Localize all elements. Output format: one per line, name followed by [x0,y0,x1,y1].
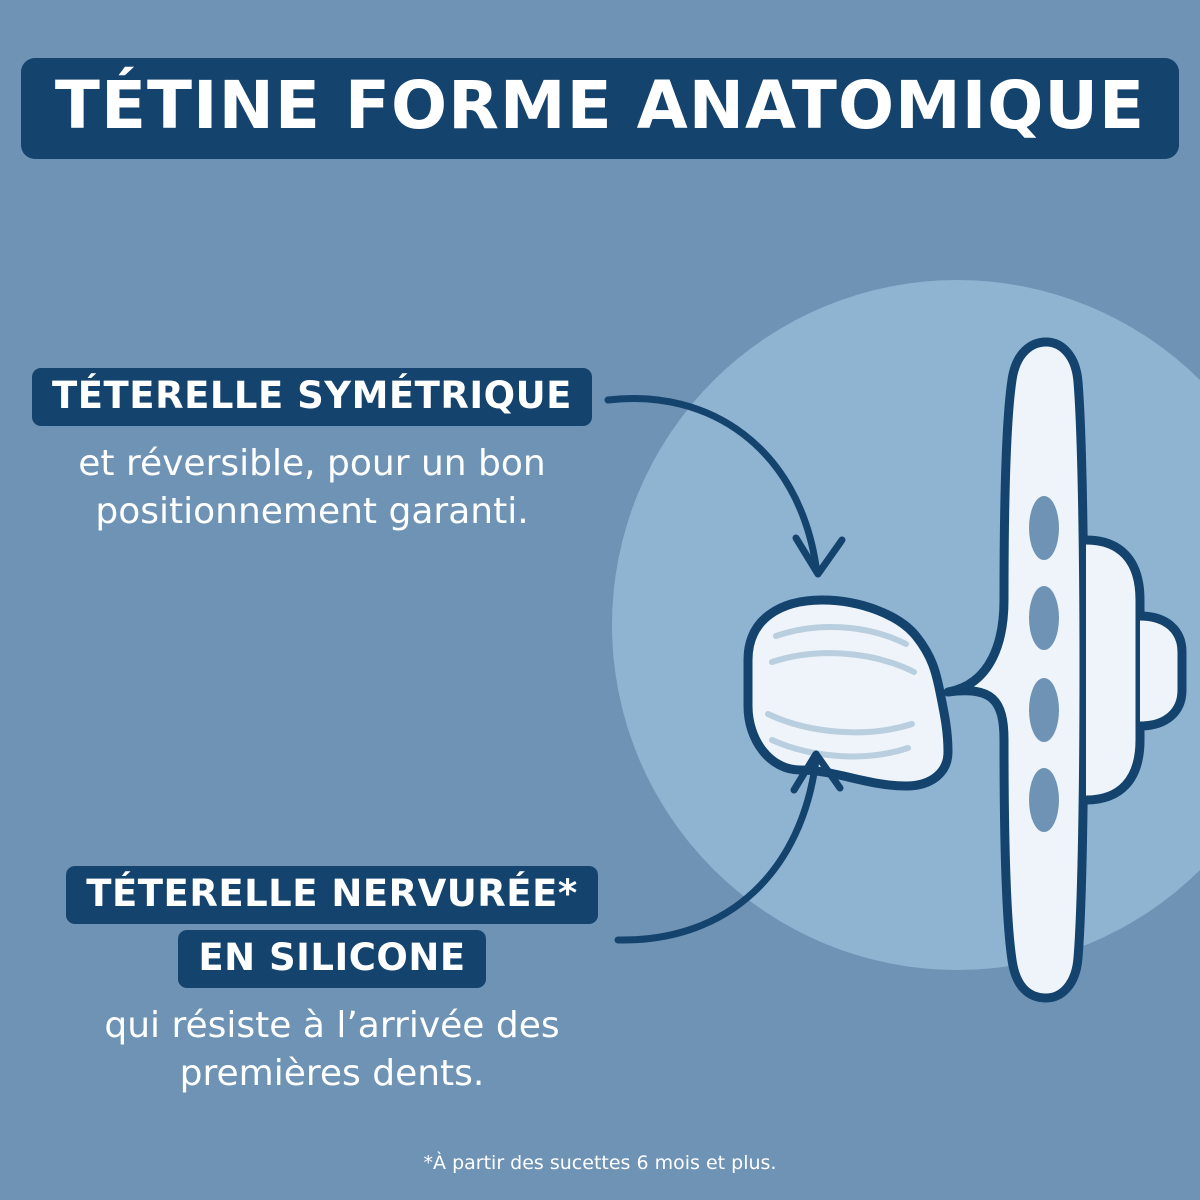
callout-silicone-tag-row-1 [42,866,622,924]
callout-silicone-tag-row-2 [42,930,622,988]
callout-silicone-tag-line-2: EN SILICONE [178,930,485,988]
callout-symmetric-tag-row [22,368,602,426]
callout-silicone-description: qui résiste à l’arrivée des premières dents. [104,1005,560,1094]
callout-symmetric-tag: TÉTERELLE SYMÉTRIQUE [32,368,592,426]
arrow-top-head [796,538,842,574]
callout-silicone [42,866,622,1097]
callout-symmetric [22,368,602,535]
arrow-top-path [608,398,816,566]
page-title-badge: TÉTINE FORME ANATOMIQUE [21,58,1179,159]
arrow-bottom-path [618,760,816,940]
callout-symmetric-description: et réversible, pour un bon positionnement garanti. [78,443,546,532]
callout-silicone-tag-line-1: TÉTERELLE NERVURÉE* [66,866,597,924]
footnote: *À partir des sucettes 6 mois et plus. [423,1152,777,1174]
page-title [54,58,1146,159]
